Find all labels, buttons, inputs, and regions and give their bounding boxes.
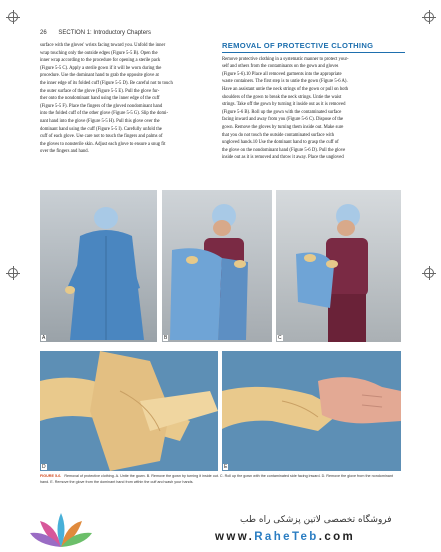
text-line: gown. Remove the gloves by turning them inside out. Make sure — [222, 124, 344, 130]
text-line: dominant hand using the cuff (Figure 5-5 I). Carefully unfold the — [40, 126, 162, 132]
figure-photo-c — [276, 190, 401, 342]
registration-mark-icon — [424, 12, 434, 22]
glove-removal-illustration — [222, 351, 401, 471]
glove-removal-illustration — [40, 351, 218, 471]
url-suffix: .com — [318, 531, 356, 543]
registration-mark-icon — [8, 12, 18, 22]
text-line: facing inward and away from you (Figure 5-6 C). Dispose of the — [222, 117, 344, 123]
text-line: into the folded cuff of the other glove (Figure 5-5 G). Slip the domi- — [40, 111, 169, 117]
text-line: (Figure 5-5 C). Apply a sterile gown if it will be worn during the — [40, 65, 162, 71]
text-line: (Figure 5-5 F). Place the fingers of the gloved nondominant hand — [40, 103, 163, 109]
section-title: SECTION 1: Introductory Chapters — [58, 30, 152, 36]
figure-photo-e — [222, 351, 401, 471]
text-line: the gloves to nonsterile skin. Adjust each glove to ensure a snug fit — [40, 141, 166, 147]
text-line: nant hand into the glove (Figure 5-5 H). Pull this glove over the — [40, 118, 160, 124]
gown-rolled-illustration — [276, 190, 401, 342]
url-brand: RaheTeb — [254, 531, 319, 543]
panel-label: A — [42, 335, 46, 341]
text-line: Remove protective clothing in a systematic manner to protect your- — [222, 56, 349, 62]
panel-label: C — [278, 335, 282, 341]
panel-label: B — [164, 335, 168, 341]
figure-label: FIGURE 5-6. — [40, 474, 62, 478]
text-line: waste containers. The first step is to untie the gown (Figure 5-6 A). — [222, 79, 348, 85]
figure-photo-b — [162, 190, 272, 342]
banner-url[interactable] — [215, 531, 355, 543]
url-prefix: www. — [215, 531, 255, 543]
text-line: procedure. Use the dominant hand to grab the opposite glove at — [40, 73, 159, 79]
raheteb-logo-icon — [26, 511, 96, 551]
text-line: self and others from the contaminants on the gown and gloves — [222, 64, 339, 70]
text-line: inside out as it is removed and throw it away. Place the ungloved — [222, 155, 344, 161]
text-line: the glove on the nondominant hand (Figure 5-6 D). Pull the glove — [222, 147, 346, 153]
figure-photo-a — [40, 190, 157, 342]
text-line: cuff of each glove. Use care not to touch the fingers and palms of — [40, 134, 163, 140]
text-line: that you do not touch the outside contaminated surface with — [222, 132, 335, 138]
section-heading: REMOVAL OF PROTECTIVE CLOTHING — [222, 42, 405, 53]
text-line: the inner edge of its folded cuff (Figure 5-5 D). Be careful not to touch — [40, 80, 173, 86]
page-number: 26 — [40, 30, 47, 36]
gown-removal-illustration — [162, 190, 272, 342]
text-line: (Figure 5-6).10 Place all removed garments into the appropriate — [222, 71, 342, 77]
left-text-column — [40, 42, 220, 156]
text-line: (Figure 5-6 B). Roll up the gown with the contaminated surface — [222, 109, 342, 115]
registration-mark-icon — [8, 268, 18, 278]
text-line: over the fingers and hand. — [40, 149, 89, 155]
gowned-person-illustration — [40, 190, 157, 342]
panel-label: D — [42, 464, 46, 470]
text-line: shoulders of the gown to break the neck strings. Untie the waist — [222, 94, 342, 100]
figure-caption — [40, 474, 402, 485]
figure-photo-d — [40, 351, 218, 471]
running-header — [40, 30, 151, 36]
registration-mark-icon — [424, 268, 434, 278]
caption-text: Removal of protective clothing. A. Untie the gown. B. Remove the gown by turning it inside out. C. Roll up the gown with the contaminated side facing inward. D. Remove the glove from the nondominant hand. E. Remove the glove from the dominant hand from within the cuff and wash your hands. — [40, 474, 393, 484]
text-line: ther onto the nondominant hand using the inner edge of the cuff — [40, 96, 160, 102]
panel-label: E — [224, 464, 228, 470]
right-text-column — [222, 42, 405, 162]
text-line: strings. Take off the gown by turning it inside out as it is removed — [222, 102, 346, 108]
banner-persian-text: فروشگاه تخصصی لاتین پزشکی راه طب — [240, 515, 392, 525]
text-line: wrap touching only the outside edges (Figure 5-5 B). Open the — [40, 50, 158, 56]
text-line: Have an assistant untie the neck strings of the gown or pull on both — [222, 86, 349, 92]
text-line: inner wrap according to the procedure for opening a sterile pack — [40, 58, 161, 64]
text-line: surface with the gloves' wrists facing toward you. Unfold the inner — [40, 43, 166, 48]
text-line: the outer surface of the glove (Figure 5-5 E). Pull the glove fur- — [40, 88, 160, 94]
text-line: ungloved hands.10 Use the dominant hand to grasp the cuff of — [222, 140, 339, 146]
